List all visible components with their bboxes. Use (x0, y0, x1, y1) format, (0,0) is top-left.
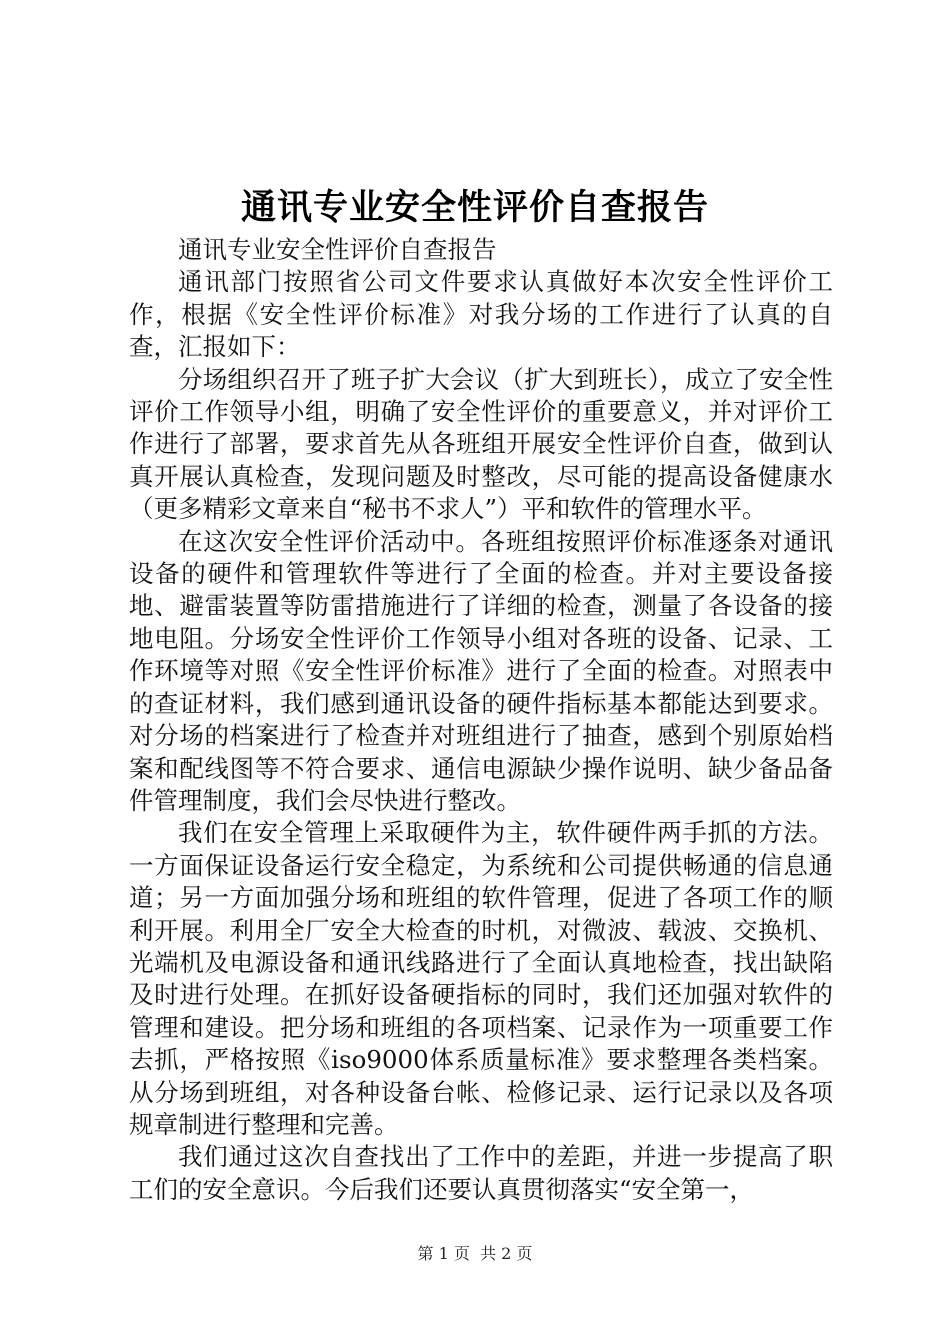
page-number: 第 1 页 共 2 页 (417, 1244, 533, 1263)
paragraph-organization: 分场组织召开了班子扩大会议（扩大到班长），成立了安全性评价工作领导小组，明确了安全性评价的重要意义，并对评价工作进行了部署，要求首先从各班组开展安全性评价自查，做到认真开展认真检查，发现问题及时整改，尽可能的提高设备健康水（更多精彩文章来自“秘书不求人”）平和软件的管理水平。 (129, 364, 833, 524)
document-body (129, 234, 833, 1206)
paragraph-management: 我们在安全管理上采取硬件为主，软件硬件两手抓的方法。一方面保证设备运行安全稳定，为系统和公司提供畅通的信息通道；另一方面加强分场和班组的软件管理，促进了各项工作的顺利开展。利用全厂安全大检查的时机，对微波、载波、交换机、光端机及电源设备和通讯线路进行了全面认真地检查，找出缺陷及时进行处理。在抓好设备硬指标的同时，我们还加强对软件的管理和建设。把分场和班组的各项档案、记录作为一项重要工作去抓，严格按照《iso9000体系质量标准》要求整理各类档案。从分场到班组，对各种设备台帐、检修记录、运行记录以及各项规章制进行整理和完善。 (129, 818, 833, 1139)
paragraph-heading: 通讯专业安全性评价自查报告 (178, 235, 497, 264)
page-footer (0, 1243, 950, 1265)
paragraph-inspection: 在这次安全性评价活动中。各班组按照评价标准逐条对通讯设备的硬件和管理软件等进行了全面的检查。并对主要设备接地、避雷装置等防雷措施进行了详细的检查，测量了各设备的接地电阻。分场安全性评价工作领导小组对各班的设备、记录、工作环境等对照《安全性评价标准》进行了全面的检查。对照表中的查证材料，我们感到通讯设备的硬件指标基本都能达到要求。对分场的档案进行了检查并对班组进行了抽查，感到个别原始档案和配线图等不符合要求、通信电源缺少操作说明、缺少备品备件管理制度，我们会尽快进行整改。 (129, 526, 833, 815)
paragraph-intro: 通讯部门按照省公司文件要求认真做好本次安全性评价工作，根据《安全性评价标准》对我分场的工作进行了认真的自查，汇报如下： (129, 267, 833, 362)
paragraph-conclusion: 我们通过这次自查找出了工作中的差距，并进一步提高了职工们的安全意识。今后我们还要认真贯彻落实“安全第一， (129, 1142, 833, 1204)
document-title: 通讯专业安全性评价自查报告 (240, 187, 709, 228)
